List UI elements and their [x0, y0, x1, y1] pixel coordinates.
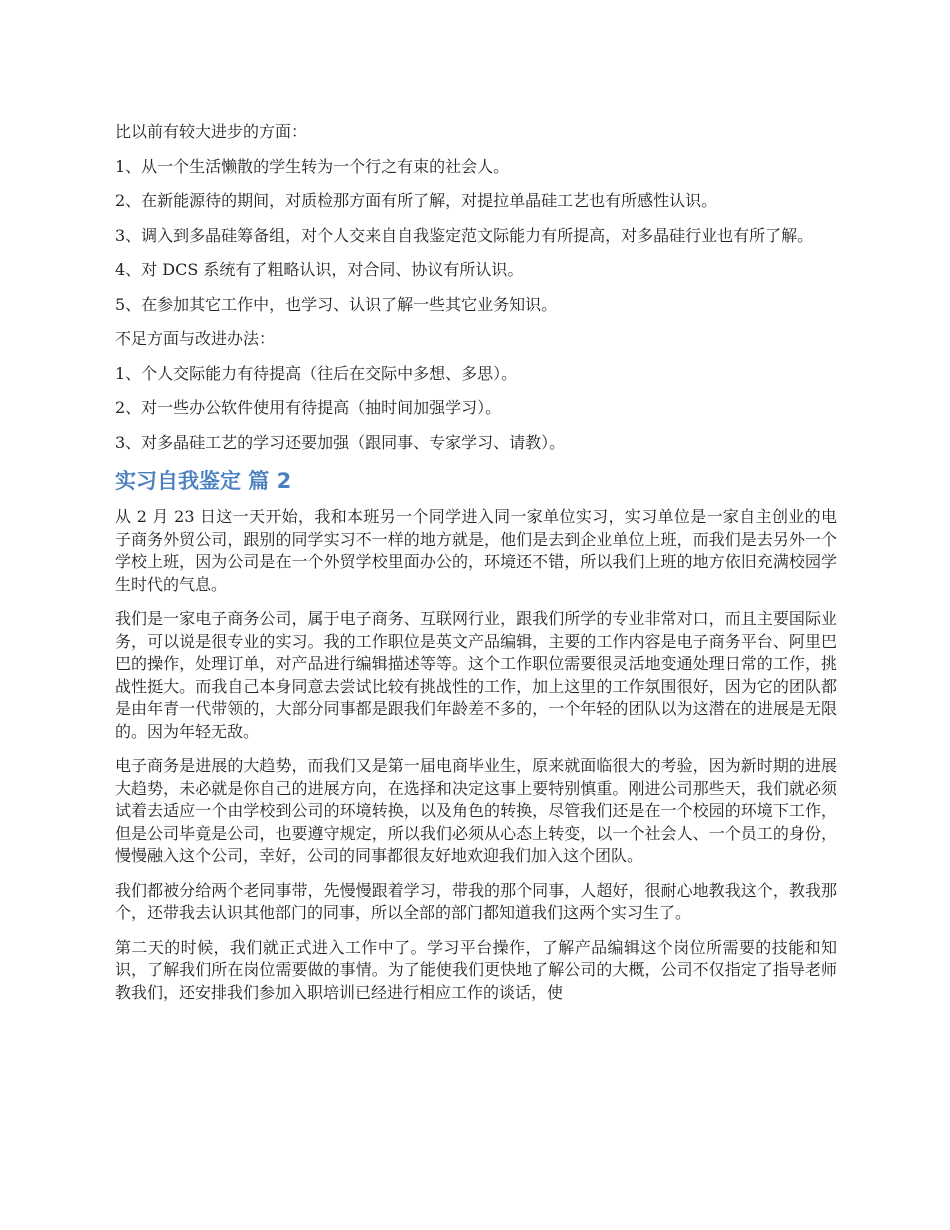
shortcoming-item-2: 2、对一些办公软件使用有待提高（抽时间加强学习）。 [115, 398, 502, 417]
progress-item-4: 4、对 DCS 系统有了粗略认识，对合同、协议有所认识。 [115, 260, 524, 279]
shortcoming-item-3: 3、对多晶硅工艺的学习还要加强（跟同事、专家学习、请教）。 [115, 432, 566, 452]
progress-item-1: 1、从一个生活懒散的学生转为一个行之有束的社会人。 [115, 156, 510, 176]
progress-item-3: 3、调入到多晶硅筹备组，对个人交来自自我鉴定范文际能力有所提高，对多晶硅行业也有所了解。 [115, 225, 814, 245]
shortcomings-title: 不足方面与改进办法： [115, 329, 276, 348]
progress-item-2: 2、在新能源待的期间，对质检那方面有所了解，对提拉单晶硅工艺也有所感性认识。 [115, 191, 718, 210]
document-page [115, 121, 837, 1016]
section-heading: 实习自我鉴定 篇 2 [115, 469, 292, 493]
progress-intro: 比以前有较大进步的方面： [115, 122, 308, 141]
body-paragraph-1: 从 2 月 23 日这一天开始，我和本班另一个同学进入同一家单位实习，实习单位是一家自主创业的电子商务外贸公司，跟别的同学实习不一样的地方就是，他们是去到企业单位上班，而我们是去另外一个学校上班，因为公司是在一个外贸学校里面办公的，环境还不错，所以我们上班的地方依旧充满校园学生时代的气息。 [115, 507, 837, 594]
body-paragraph-5: 第二天的时候，我们就正式进入工作中了。学习平台操作，了解产品编辑这个岗位所需要的技能和知识，了解我们所在岗位需要做的事情。为了能使我们更快地了解公司的大概，公司不仅指定了指导老师教我们，还安排我们参加入职培训已经进行相应工作的谈话，使 [115, 937, 837, 1002]
body-paragraph-2: 我们是一家电子商务公司，属于电子商务、互联网行业，跟我们所学的专业非常对口，而且主要国际业务，可以说是很专业的实习。我的工作职位是英文产品编辑，主要的工作内容是电子商务平台、阿里巴巴的操作，处理订单，对产品进行编辑描述等等。这个工作职位需要很灵活地变通处理日常的工作，挑战性挺大。而我自己本身同意去尝试比较有挑战性的工作，加上这里的工作氛围很好，因为它的团队都是由年青一代带领的，大部分同事都是跟我们年龄差不多的，一个年轻的团队以为这潜在的进展是无限的。因为年轻无敌。 [115, 609, 837, 741]
body-paragraph-4: 我们都被分给两个老同事带，先慢慢跟着学习，带我的那个同事，人超好，很耐心地教我这个，教我那个，还带我去认识其他部门的同事，所以全部的部门都知道我们这两个实习生了。 [115, 880, 837, 922]
shortcoming-item-1: 1、个人交际能力有待提高（往后在交际中多想、多思）。 [115, 363, 518, 383]
body-paragraph-3: 电子商务是进展的大趋势，而我们又是第一届电商毕业生，原来就面临很大的考验，因为新时期的进展大趋势，未必就是你自己的进展方向，在选择和决定这事上要特别慎重。刚进公司那些天，我们就必须试着去适应一个由学校到公司的环境转换，以及角色的转换，尽管我们还是在一个校园的环境下工作，但是公司毕竟是公司，也要遵守规定，所以我们必须从心态上转变，以一个社会人、一个员工的身份，慢慢融入这个公司，幸好，公司的同事都很友好地欢迎我们加入这个团队。 [115, 756, 837, 865]
progress-item-5: 5、在参加其它工作中，也学习、认识了解一些其它业务知识。 [115, 294, 558, 314]
